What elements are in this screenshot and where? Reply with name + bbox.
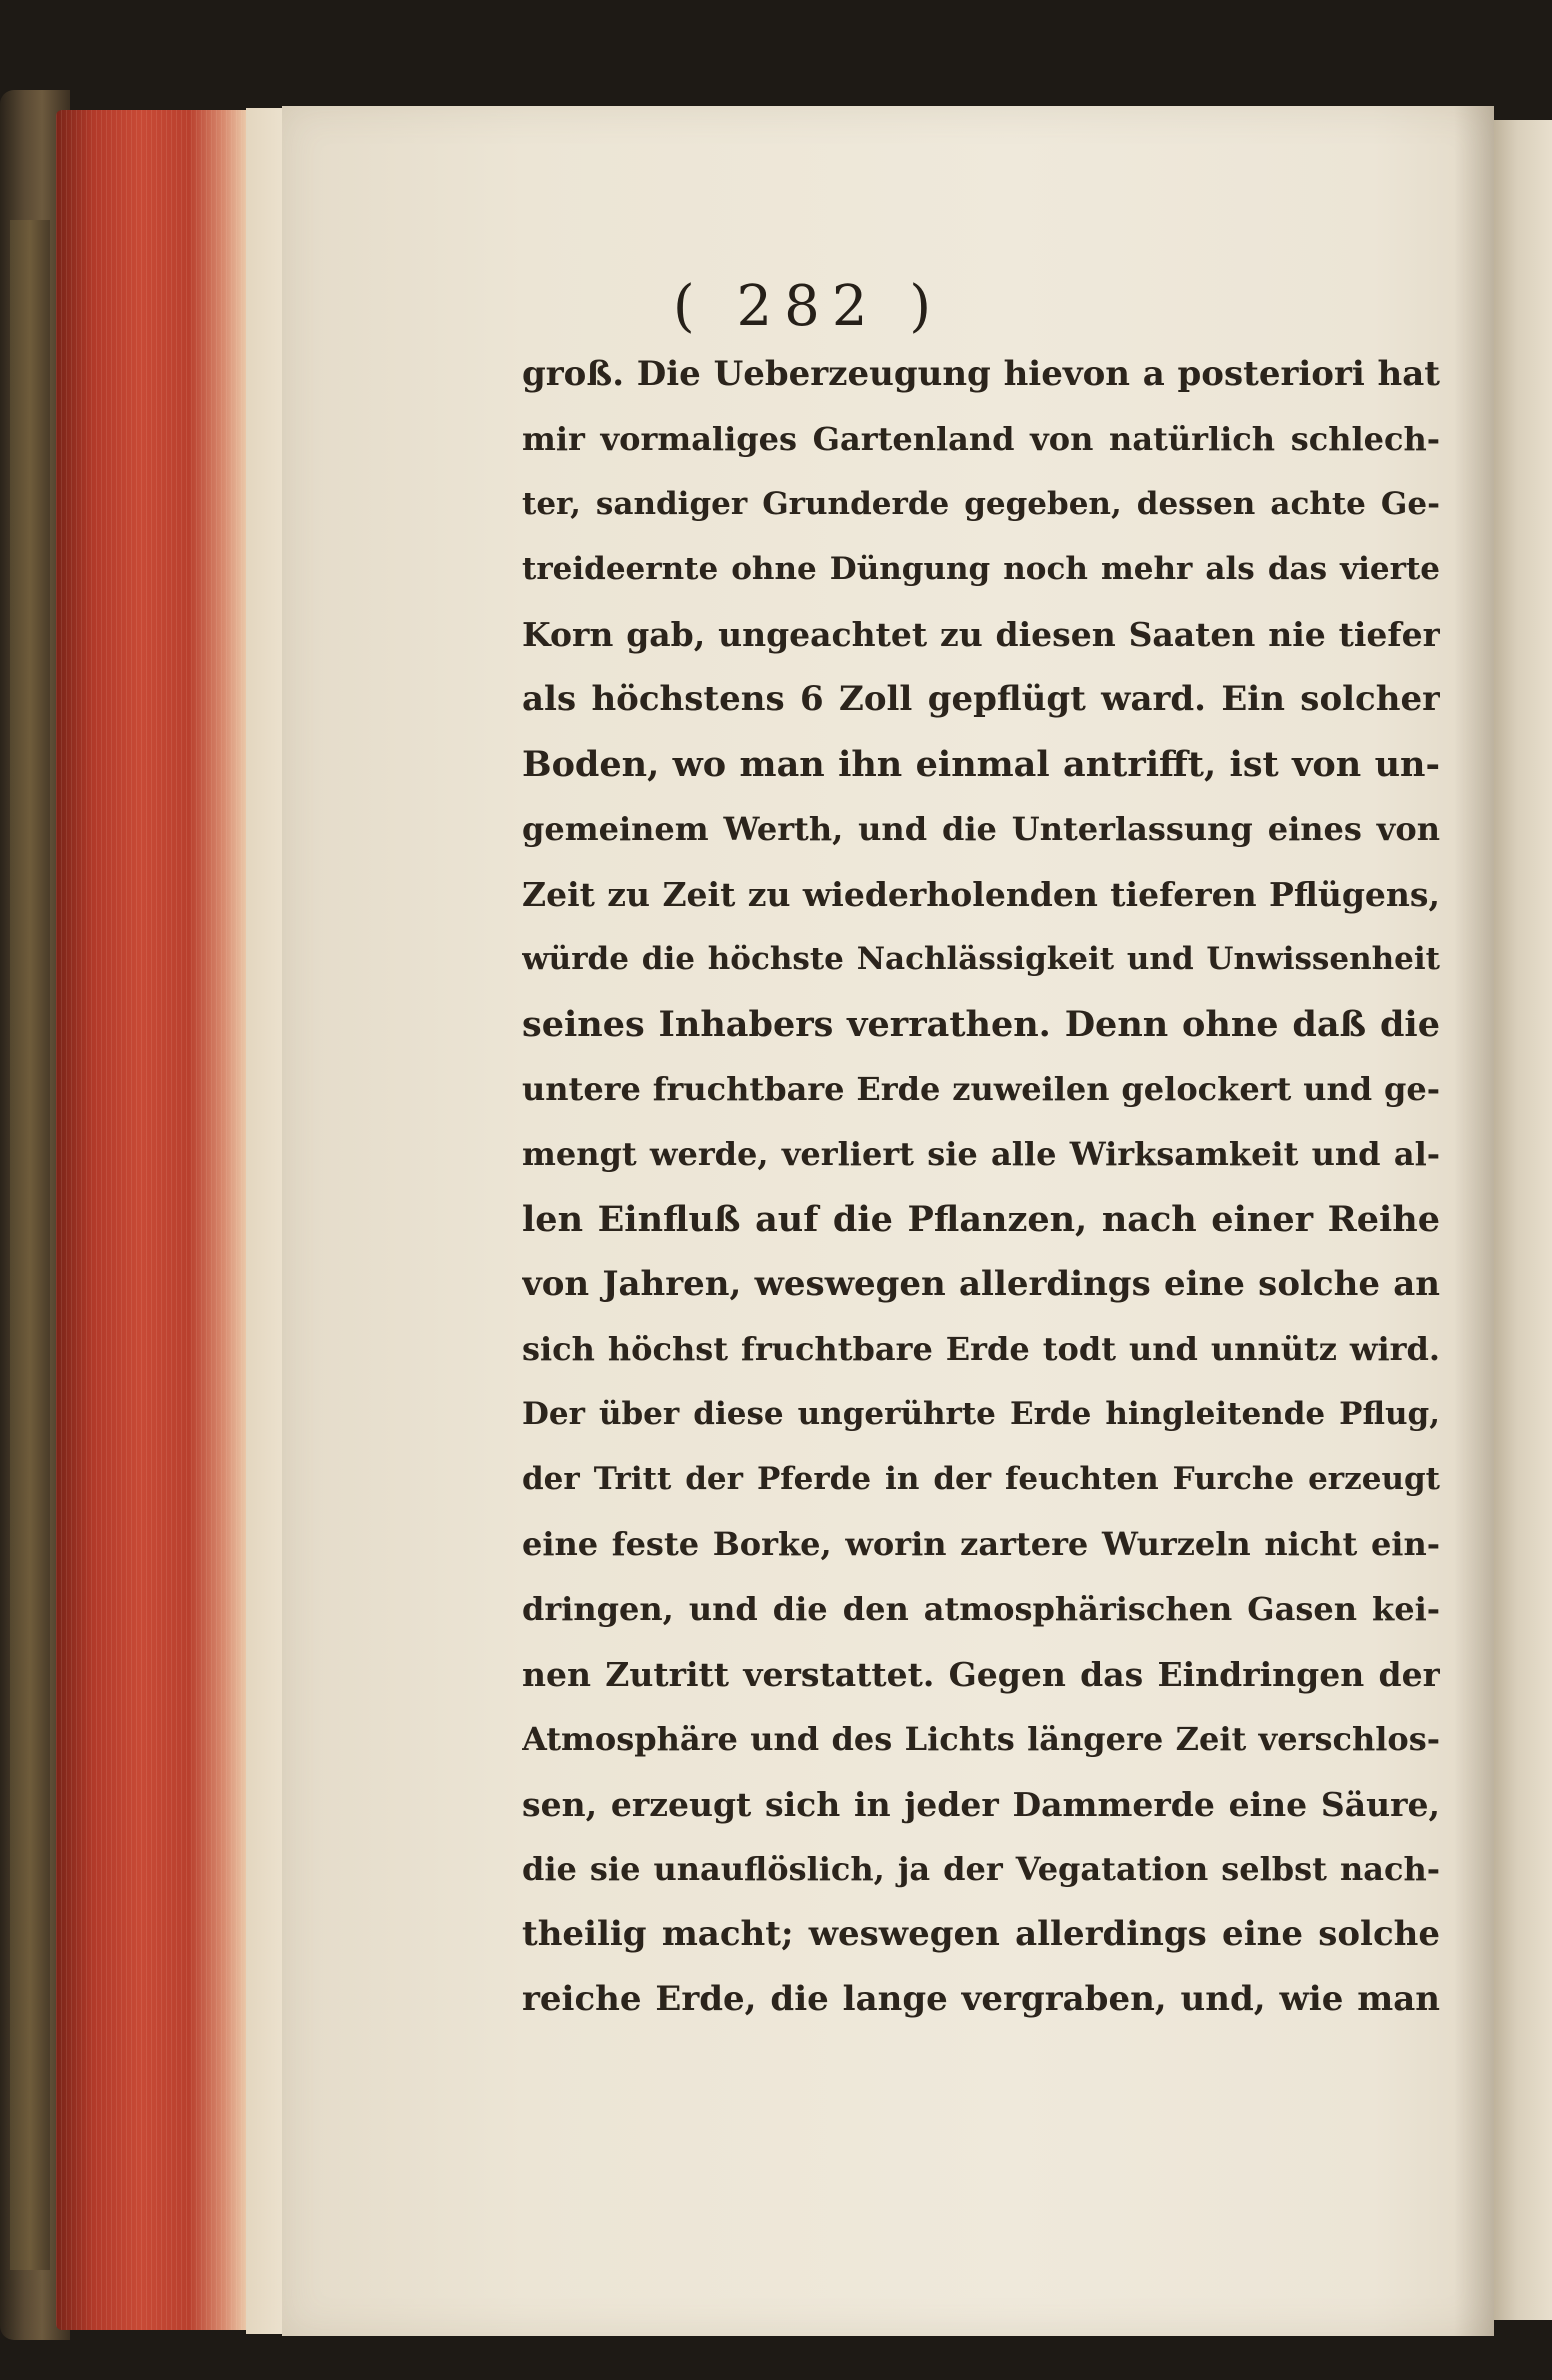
text-line: dringen, und die den atmosphärischen Gasen kei-: [522, 1590, 1440, 1628]
text-line: treideernte ohne Düngung noch mehr als das vierte: [522, 551, 1440, 587]
text-line: eine feste Borke, worin zartere Wurzeln nicht ein-: [522, 1525, 1440, 1563]
text-line: Boden, wo man ihn einmal antrifft, ist von un-: [522, 744, 1440, 785]
red-page-edges: [56, 110, 246, 2330]
text-line: von Jahren, weswegen allerdings eine solche an: [522, 1264, 1440, 1304]
body-text: [522, 342, 1440, 2032]
text-line: theilig macht; weswegen allerdings eine solche: [522, 1914, 1440, 1954]
text-line: würde die höchste Nachlässigkeit und Unwissenheit: [522, 941, 1440, 977]
text-line: ter, sandiger Grunderde gegeben, dessen achte Ge-: [522, 486, 1440, 522]
text-line: Der über diese ungerührte Erde hingleitende Pflug,: [522, 1396, 1440, 1432]
text-line: Zeit zu Zeit zu wiederholenden tieferen Pflügens,: [522, 875, 1440, 914]
text-line: sen, erzeugt sich in jeder Dammerde eine Säure,: [522, 1785, 1440, 1824]
text-line: sich höchst fruchtbare Erde todt und unnütz wird.: [522, 1330, 1440, 1368]
text-line: nen Zutritt verstattet. Gegen das Eindringen der: [522, 1655, 1440, 1694]
page-number: ( 282 ): [672, 274, 944, 339]
facing-page-edge: [1494, 120, 1552, 2320]
text-line: Atmosphäre und des Lichts längere Zeit verschlos-: [522, 1720, 1440, 1758]
text-line: die sie unauflöslich, ja der Vegatation selbst nach-: [522, 1850, 1440, 1888]
text-line: der Tritt der Pferde in der feuchten Furche erzeugt: [522, 1461, 1440, 1497]
text-line: Korn gab, ungeachtet zu diesen Saaten nie tiefer: [522, 615, 1440, 654]
text-line: mengt werde, verliert sie alle Wirksamkeit und al-: [522, 1135, 1440, 1173]
text-line: seines Inhabers verrathen. Denn ohne daß die: [522, 1004, 1440, 1045]
cover-board: [10, 220, 50, 2270]
text-line: groß. Die Ueberzeugung hievon a posteriori hat: [522, 354, 1440, 394]
text-line: als höchstens 6 Zoll gepflügt ward. Ein solcher: [522, 679, 1440, 719]
text-line: gemeinem Werth, und die Unterlassung eines von: [522, 810, 1440, 848]
text-line: reiche Erde, die lange vergraben, und, wie man: [522, 1979, 1440, 2019]
text-line: untere fruchtbare Erde zuweilen gelockert und ge-: [522, 1070, 1440, 1108]
gutter-shadow: [1454, 106, 1494, 2336]
page-edge-margin: [246, 108, 286, 2334]
text-line: len Einfluß auf die Pflanzen, nach einer Reihe: [522, 1199, 1440, 1240]
text-line: mir vormaliges Gartenland von natürlich schlech-: [522, 420, 1440, 458]
book-page: [282, 106, 1494, 2336]
